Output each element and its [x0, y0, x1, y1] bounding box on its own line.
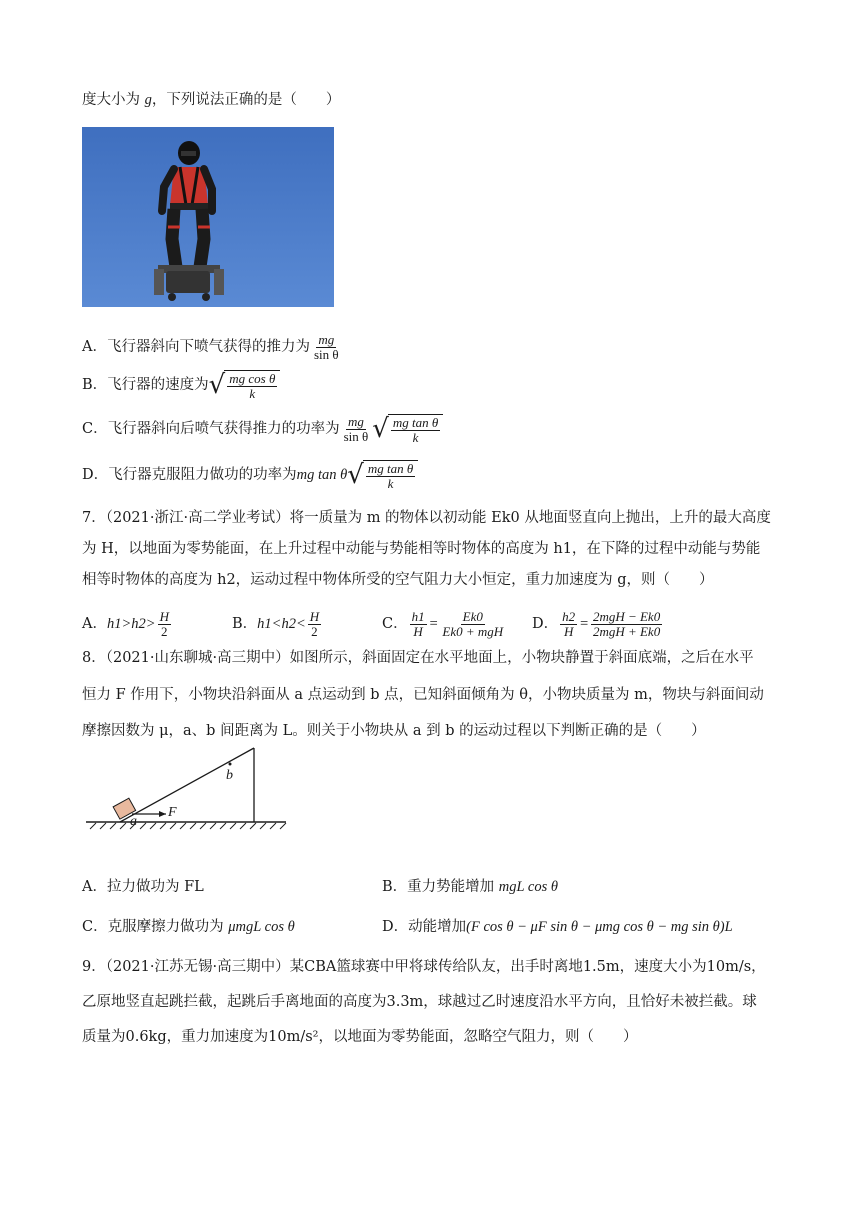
q8-option-b: B．重力势能增加 mgL cos θ	[382, 879, 558, 895]
q9-stem-line-1: 9．（2021·江苏无锡·高三期中）某CBA篮球赛中甲将球传给队友，出手时离地1.5m，速度大小为10m/s，	[82, 959, 766, 975]
q7-stem-line-3: 相等时物体的高度为 h2，运动过程中物体所受的空气阻力大小恒定，重力加速度为 g，则（ ）	[82, 572, 714, 588]
stem-variable: g	[144, 92, 152, 108]
point-b-marker	[229, 763, 232, 766]
q6-option-a: A．飞行器斜向下喷气获得的推力为 $\frac{mg}{\text{sin θ}}$	[82, 331, 339, 362]
flyboard-pilot-illustration	[82, 127, 334, 307]
q8-options-row-2	[82, 917, 733, 937]
point-a-label: a	[130, 814, 137, 829]
q7-option-a: A．h1>h2> $\frac{H}{2}$	[82, 608, 169, 639]
q7-option-b: B．h1<h2< $\frac{H}{2}$	[232, 608, 320, 639]
q8-stem-line-3: 摩擦因数为 μ，a、b 间距离为 L。则关于小物块从 a 到 b 的运动过程以下判断正确的是（ ）	[82, 723, 706, 739]
q7-stem-line-1: 7．（2021·浙江·高二学业考试）将一质量为 m 的物体以初动能 Ek0 从地面竖直向上抛出，上升的最大高度	[82, 510, 771, 526]
point-b-label: b	[226, 768, 233, 783]
force-label: F	[168, 805, 177, 820]
q7-option-c: C． $\frac{h1}{H}$ = $\frac{Ek0}{\text{Ek0 + mgH}}$	[382, 608, 504, 639]
q8-option-d: D．动能增加(F cos θ − μF sin θ − μmg cos θ − mg sin θ)L	[382, 919, 733, 935]
square-root: √ $\frac{\text{mg cos θ}}{k}$	[209, 370, 281, 401]
q6-option-d: D．飞行器克服阻力做功的功率为mg tan θ √ $\frac{\text{mg tan θ}}{k}$	[82, 456, 418, 494]
q6-option-c: C．飞行器斜向后喷气获得推力的功率为 $\frac{mg}{\text{sin θ}}$ √ $\frac{\text{mg tan θ}}{k}$	[82, 410, 443, 448]
stem-text-end: ，下列说法正确的是（ ）	[151, 92, 341, 108]
fraction: $\frac{mg}{\text{sin θ}}$	[313, 331, 339, 362]
q8-stem-line-1: 8．（2021·山东聊城·高三期中）如图所示，斜面固定在水平地面上，小物块静置于斜面底端，之后在水平	[82, 650, 754, 666]
q8-stem-line-2: 恒力 F 作用下，小物块沿斜面从 a 点运动到 b 点，已知斜面倾角为 θ，小物块质量为 m，物块与斜面间动	[82, 687, 764, 703]
square-root: √ $\frac{\text{mg tan θ}}{k}$	[347, 460, 418, 491]
incline-diagram	[82, 746, 292, 836]
q6-option-b: B．飞行器的速度为 √ $\frac{\text{mg cos θ}}{k}$	[82, 366, 280, 404]
square-root: √ $\frac{\text{mg tan θ}}{k}$	[372, 414, 443, 445]
q7-stem-line-2: 为 H，以地面为零势能面，在上升过程中动能与势能相等时物体的高度为 h1，在下降的过程中动能与势能	[82, 541, 761, 557]
q7-option-d: D． $\frac{h2}{H}$ = $\frac{\text{2mgH − Ek0}}{\text{2mgH + Ek0}}$	[532, 608, 661, 639]
question-6-stem-tail	[82, 90, 340, 110]
stem-text: 度大小为	[82, 92, 145, 108]
q8-option-c: C．克服摩擦力做功为 μmgL cos θ	[82, 919, 295, 935]
q7-options-row	[82, 606, 664, 642]
flyboard-photo	[82, 127, 334, 307]
q8-options-row-1	[82, 877, 558, 897]
q9-stem-line-3: 质量为0.6kg，重力加速度为10m/s²，以地面为零势能面，忽略空气阻力，则（ ）	[82, 1029, 638, 1045]
q8-option-a: A．拉力做功为 FL	[82, 879, 204, 895]
q9-stem-line-2: 乙原地竖直起跳拦截，起跳后手离地面的高度为3.3m，球越过乙时速度沿水平方向，且恰好未被拦截。球	[82, 994, 757, 1010]
